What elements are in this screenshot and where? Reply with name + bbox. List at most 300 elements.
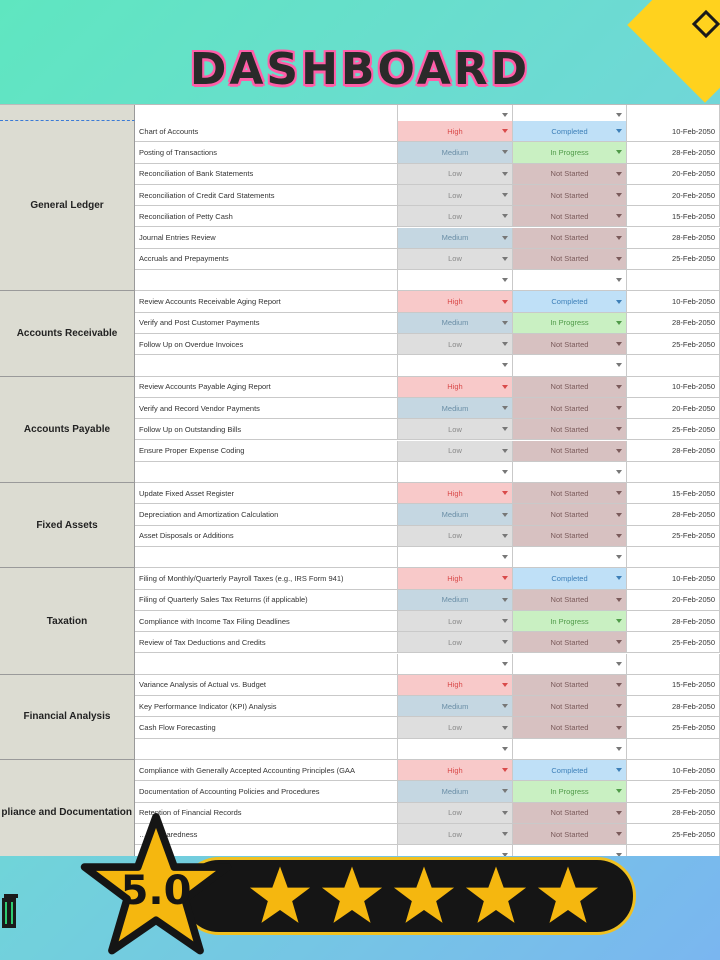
status-dropdown[interactable] bbox=[513, 206, 627, 226]
due-date-cell[interactable]: 10-Feb-2050 bbox=[627, 291, 720, 311]
due-date-cell[interactable]: 25-Feb-2050 bbox=[627, 824, 720, 844]
chevron-down-icon[interactable] bbox=[616, 150, 622, 154]
priority-label: Medium bbox=[441, 403, 469, 413]
chevron-down-icon[interactable] bbox=[616, 513, 622, 517]
status-label: Not Started bbox=[550, 531, 589, 541]
due-date-cell[interactable]: 28-Feb-2050 bbox=[627, 142, 720, 162]
chevron-down-icon[interactable] bbox=[502, 768, 508, 772]
chevron-down-icon[interactable] bbox=[616, 576, 622, 580]
task-cell[interactable]: Variance Analysis of Actual vs. Budget bbox=[135, 675, 398, 695]
priority-dropdown[interactable] bbox=[398, 696, 513, 716]
chevron-down-icon[interactable] bbox=[616, 214, 622, 218]
chevron-down-icon[interactable] bbox=[502, 789, 508, 793]
priority-label: High bbox=[447, 297, 463, 307]
priority-dropdown[interactable] bbox=[398, 355, 513, 375]
task-cell[interactable] bbox=[135, 739, 398, 759]
status-dropdown[interactable] bbox=[513, 696, 627, 716]
priority-label: High bbox=[447, 680, 463, 690]
status-dropdown[interactable] bbox=[513, 441, 627, 461]
task-cell[interactable]: Filing of Quarterly Sales Tax Returns (if applicable) bbox=[135, 590, 398, 610]
task-cell[interactable]: Accruals and Prepayments bbox=[135, 249, 398, 269]
star-icon bbox=[320, 864, 384, 926]
category-cell[interactable]: Financial Analysis bbox=[0, 675, 135, 760]
chevron-down-icon[interactable] bbox=[616, 789, 622, 793]
table-row bbox=[135, 590, 720, 611]
status-label: In Progress bbox=[550, 786, 589, 796]
task-cell[interactable]: Filing of Monthly/Quarterly Payroll Taxes (e.g., IRS Form 941) bbox=[135, 568, 398, 588]
priority-label: Low bbox=[448, 616, 462, 626]
category-cell[interactable]: Accounts Receivable bbox=[0, 291, 135, 376]
due-date-cell[interactable]: 20-Feb-2050 bbox=[627, 185, 720, 205]
chevron-down-icon[interactable] bbox=[502, 129, 508, 133]
status-label: In Progress bbox=[550, 616, 589, 626]
task-cell[interactable]: Review Accounts Receivable Aging Report bbox=[135, 291, 398, 311]
status-dropdown[interactable] bbox=[513, 781, 627, 801]
status-label: Not Started bbox=[550, 637, 589, 647]
chevron-down-icon[interactable] bbox=[502, 427, 508, 431]
chevron-down-icon[interactable] bbox=[502, 321, 508, 325]
status-dropdown[interactable] bbox=[513, 526, 627, 546]
chevron-down-icon[interactable] bbox=[502, 683, 508, 687]
table-row bbox=[135, 121, 720, 142]
priority-dropdown[interactable] bbox=[398, 164, 513, 184]
status-dropdown[interactable] bbox=[513, 739, 627, 759]
status-dropdown[interactable] bbox=[513, 483, 627, 503]
status-dropdown[interactable] bbox=[513, 419, 627, 439]
priority-label: Low bbox=[448, 723, 462, 733]
priority-dropdown[interactable] bbox=[398, 675, 513, 695]
chevron-down-icon[interactable] bbox=[616, 363, 622, 367]
chevron-down-icon[interactable] bbox=[616, 172, 622, 176]
due-date-cell[interactable]: 28-Feb-2050 bbox=[627, 803, 720, 823]
status-dropdown[interactable] bbox=[513, 760, 627, 780]
task-cell[interactable]: Verify and Record Vendor Payments bbox=[135, 398, 398, 418]
status-dropdown[interactable] bbox=[513, 142, 627, 162]
priority-label: Low bbox=[448, 254, 462, 264]
due-date-cell[interactable]: 25-Feb-2050 bbox=[627, 526, 720, 546]
chevron-down-icon[interactable] bbox=[502, 214, 508, 218]
due-date-cell[interactable]: 28-Feb-2050 bbox=[627, 504, 720, 524]
due-date-cell[interactable] bbox=[627, 462, 720, 482]
chevron-down-icon[interactable] bbox=[502, 150, 508, 154]
task-cell[interactable]: Follow Up on Overdue Invoices bbox=[135, 334, 398, 354]
table-row bbox=[135, 419, 720, 440]
priority-label: Low bbox=[448, 211, 462, 221]
due-date-cell[interactable]: 25-Feb-2050 bbox=[627, 419, 720, 439]
chevron-down-icon[interactable] bbox=[502, 491, 508, 495]
chevron-down-icon[interactable] bbox=[616, 342, 622, 346]
priority-dropdown[interactable] bbox=[398, 845, 513, 856]
table-row bbox=[135, 142, 720, 163]
task-cell[interactable]: Documentation of Accounting Policies and Procedures bbox=[135, 781, 398, 801]
table-row bbox=[135, 164, 720, 185]
priority-dropdown[interactable] bbox=[398, 249, 513, 269]
status-dropdown[interactable] bbox=[513, 717, 627, 737]
chevron-down-icon[interactable] bbox=[616, 193, 622, 197]
status-label: Not Started bbox=[550, 701, 589, 711]
priority-dropdown[interactable] bbox=[398, 526, 513, 546]
chevron-down-icon[interactable] bbox=[616, 811, 622, 815]
empty-row bbox=[135, 739, 720, 760]
chevron-down-icon[interactable] bbox=[502, 619, 508, 623]
priority-dropdown[interactable] bbox=[398, 291, 513, 311]
chevron-down-icon[interactable] bbox=[502, 278, 508, 282]
table-row bbox=[135, 291, 720, 312]
priority-label: Medium bbox=[441, 147, 469, 157]
status-dropdown[interactable] bbox=[513, 462, 627, 482]
status-dropdown[interactable] bbox=[513, 803, 627, 823]
priority-label: Low bbox=[448, 339, 462, 349]
chevron-down-icon[interactable] bbox=[502, 555, 508, 559]
table-row bbox=[135, 504, 720, 525]
task-cell[interactable]: Review of Tax Deductions and Credits bbox=[135, 632, 398, 652]
empty-row bbox=[135, 270, 720, 291]
task-cell[interactable]: Reconciliation of Petty Cash bbox=[135, 206, 398, 226]
chevron-down-icon[interactable] bbox=[616, 113, 622, 117]
task-cell[interactable] bbox=[135, 462, 398, 482]
task-cell[interactable]: Key Performance Indicator (KPI) Analysis bbox=[135, 696, 398, 716]
chevron-down-icon[interactable] bbox=[616, 853, 622, 856]
empty-row bbox=[135, 462, 720, 483]
priority-label: Low bbox=[448, 829, 462, 839]
task-cell[interactable]: Journal Entries Review bbox=[135, 228, 398, 248]
priority-dropdown[interactable] bbox=[398, 334, 513, 354]
category-cell[interactable]: Fixed Assets bbox=[0, 483, 135, 568]
chevron-down-icon[interactable] bbox=[502, 236, 508, 240]
task-cell[interactable]: Depreciation and Amortization Calculation bbox=[135, 504, 398, 524]
chevron-down-icon[interactable] bbox=[616, 406, 622, 410]
task-cell[interactable]: Update Fixed Asset Register bbox=[135, 483, 398, 503]
status-label: In Progress bbox=[550, 147, 589, 157]
status-dropdown[interactable] bbox=[513, 632, 627, 652]
status-label: Not Started bbox=[550, 680, 589, 690]
status-dropdown[interactable] bbox=[513, 355, 627, 375]
table-row bbox=[135, 483, 720, 504]
priority-dropdown[interactable] bbox=[398, 206, 513, 226]
priority-dropdown[interactable] bbox=[398, 803, 513, 823]
selected-cell[interactable] bbox=[0, 105, 135, 121]
due-date-cell[interactable]: 10-Feb-2050 bbox=[627, 568, 720, 588]
task-cell[interactable]: Compliance with Generally Accepted Accounting Principles (GAA bbox=[135, 760, 398, 780]
due-date-cell[interactable]: 20-Feb-2050 bbox=[627, 164, 720, 184]
table-row bbox=[135, 717, 720, 738]
due-date-cell[interactable]: 28-Feb-2050 bbox=[627, 611, 720, 631]
category-cell[interactable]: Accounts Payable bbox=[0, 377, 135, 484]
due-date-cell[interactable]: 25-Feb-2050 bbox=[627, 249, 720, 269]
priority-label: Low bbox=[448, 808, 462, 818]
chevron-down-icon[interactable] bbox=[616, 534, 622, 538]
priority-label: Low bbox=[448, 446, 462, 456]
table-row bbox=[135, 675, 720, 696]
status-dropdown[interactable] bbox=[513, 398, 627, 418]
chevron-down-icon[interactable] bbox=[502, 704, 508, 708]
chevron-down-icon[interactable] bbox=[616, 470, 622, 474]
table-row bbox=[135, 441, 720, 462]
chevron-down-icon[interactable] bbox=[616, 385, 622, 389]
priority-dropdown[interactable] bbox=[398, 270, 513, 290]
chevron-down-icon[interactable] bbox=[502, 832, 508, 836]
due-date-cell[interactable]: 25-Feb-2050 bbox=[627, 632, 720, 652]
task-cell[interactable] bbox=[135, 547, 398, 567]
status-dropdown[interactable] bbox=[513, 291, 627, 311]
status-dropdown[interactable] bbox=[513, 164, 627, 184]
due-date-cell[interactable]: 15-Feb-2050 bbox=[627, 675, 720, 695]
priority-label: High bbox=[447, 765, 463, 775]
priority-dropdown[interactable] bbox=[398, 398, 513, 418]
due-date-cell[interactable]: 25-Feb-2050 bbox=[627, 781, 720, 801]
chevron-down-icon[interactable] bbox=[502, 470, 508, 474]
status-dropdown[interactable] bbox=[513, 185, 627, 205]
task-cell[interactable] bbox=[135, 654, 398, 674]
priority-dropdown[interactable] bbox=[398, 483, 513, 503]
status-label: Completed bbox=[551, 765, 588, 775]
table-row bbox=[135, 398, 720, 419]
due-date-cell[interactable]: 28-Feb-2050 bbox=[627, 228, 720, 248]
status-dropdown[interactable] bbox=[513, 654, 627, 674]
status-dropdown[interactable] bbox=[513, 675, 627, 695]
table-row bbox=[135, 696, 720, 717]
priority-dropdown[interactable] bbox=[398, 781, 513, 801]
table-row bbox=[135, 206, 720, 227]
star-icon bbox=[464, 864, 528, 926]
priority-label: Low bbox=[448, 531, 462, 541]
status-dropdown[interactable] bbox=[513, 249, 627, 269]
due-date-cell[interactable]: 28-Feb-2050 bbox=[627, 696, 720, 716]
chevron-down-icon[interactable] bbox=[502, 598, 508, 602]
due-date-cell[interactable]: 25-Feb-2050 bbox=[627, 334, 720, 354]
chevron-down-icon[interactable] bbox=[616, 704, 622, 708]
category-cell[interactable]: General Ledger bbox=[0, 121, 135, 291]
priority-dropdown[interactable] bbox=[398, 760, 513, 780]
status-label: Not Started bbox=[550, 254, 589, 264]
table-row bbox=[135, 377, 720, 398]
priority-dropdown[interactable] bbox=[398, 419, 513, 439]
chevron-down-icon[interactable] bbox=[616, 747, 622, 751]
table-row bbox=[135, 249, 720, 270]
due-date-cell[interactable] bbox=[627, 355, 720, 375]
chevron-down-icon[interactable] bbox=[616, 832, 622, 836]
chevron-down-icon[interactable] bbox=[502, 172, 508, 176]
task-cell[interactable]: Cash Flow Forecasting bbox=[135, 717, 398, 737]
due-date-cell[interactable]: 28-Feb-2050 bbox=[627, 313, 720, 333]
task-cell[interactable]: Follow Up on Outstanding Bills bbox=[135, 419, 398, 439]
chevron-down-icon[interactable] bbox=[502, 385, 508, 389]
chevron-down-icon[interactable] bbox=[502, 853, 508, 856]
priority-dropdown[interactable] bbox=[398, 185, 513, 205]
status-dropdown[interactable] bbox=[513, 547, 627, 567]
chevron-down-icon[interactable] bbox=[502, 193, 508, 197]
table-row bbox=[135, 228, 720, 249]
status-dropdown[interactable] bbox=[513, 377, 627, 397]
status-label: Not Started bbox=[550, 233, 589, 243]
status-dropdown[interactable] bbox=[513, 313, 627, 333]
chevron-down-icon[interactable] bbox=[502, 534, 508, 538]
priority-dropdown[interactable] bbox=[398, 504, 513, 524]
star-icon bbox=[248, 864, 312, 926]
table-row bbox=[135, 334, 720, 355]
priority-dropdown[interactable] bbox=[398, 377, 513, 397]
chevron-down-icon[interactable] bbox=[502, 576, 508, 580]
category-cell[interactable]: Taxation bbox=[0, 568, 135, 675]
task-cell[interactable]: Compliance with Income Tax Filing Deadlines bbox=[135, 611, 398, 631]
task-cell[interactable] bbox=[135, 270, 398, 290]
chevron-down-icon[interactable] bbox=[616, 449, 622, 453]
due-date-cell[interactable] bbox=[627, 654, 720, 674]
chevron-down-icon[interactable] bbox=[616, 555, 622, 559]
status-label: Completed bbox=[551, 126, 588, 136]
chevron-down-icon[interactable] bbox=[616, 491, 622, 495]
star-icon bbox=[392, 864, 456, 926]
chevron-down-icon[interactable] bbox=[616, 619, 622, 623]
table-row bbox=[135, 526, 720, 547]
task-cell[interactable]: Chart of Accounts bbox=[135, 121, 398, 141]
table-row bbox=[135, 185, 720, 206]
priority-dropdown[interactable] bbox=[398, 547, 513, 567]
status-label: Not Started bbox=[550, 169, 589, 179]
star-icon bbox=[536, 864, 600, 926]
task-cell[interactable]: Reconciliation of Bank Statements bbox=[135, 164, 398, 184]
due-date-cell[interactable] bbox=[627, 739, 720, 759]
chevron-down-icon[interactable] bbox=[502, 300, 508, 304]
chevron-down-icon[interactable] bbox=[616, 236, 622, 240]
task-cell[interactable]: …t Preparedness bbox=[135, 824, 398, 844]
task-cell[interactable]: Retention of Financial Records bbox=[135, 803, 398, 823]
due-date-cell[interactable]: 20-Feb-2050 bbox=[627, 398, 720, 418]
due-date-cell[interactable] bbox=[627, 547, 720, 567]
table-row bbox=[135, 611, 720, 632]
chevron-down-icon[interactable] bbox=[616, 278, 622, 282]
chevron-down-icon[interactable] bbox=[502, 662, 508, 666]
chevron-down-icon[interactable] bbox=[502, 363, 508, 367]
chevron-down-icon[interactable] bbox=[616, 726, 622, 730]
chevron-down-icon[interactable] bbox=[616, 683, 622, 687]
task-cell[interactable]: Verify and Post Customer Payments bbox=[135, 313, 398, 333]
status-label: Not Started bbox=[550, 488, 589, 498]
task-cell[interactable]: Asset Disposals or Additions bbox=[135, 526, 398, 546]
priority-label: Low bbox=[448, 190, 462, 200]
due-date-cell[interactable] bbox=[627, 270, 720, 290]
task-cell[interactable]: Reconciliation of Credit Card Statements bbox=[135, 185, 398, 205]
priority-dropdown[interactable] bbox=[398, 441, 513, 461]
priority-dropdown[interactable] bbox=[398, 121, 513, 141]
priority-label: Low bbox=[448, 424, 462, 434]
task-cell[interactable]: Ensure Proper Expense Coding bbox=[135, 441, 398, 461]
priority-dropdown[interactable] bbox=[398, 717, 513, 737]
status-dropdown[interactable] bbox=[513, 845, 627, 856]
due-date-cell[interactable]: 10-Feb-2050 bbox=[627, 377, 720, 397]
priority-label: Medium bbox=[441, 510, 469, 520]
chevron-down-icon[interactable] bbox=[502, 726, 508, 730]
priority-dropdown[interactable] bbox=[398, 313, 513, 333]
priority-dropdown[interactable] bbox=[398, 568, 513, 588]
priority-dropdown[interactable] bbox=[398, 611, 513, 631]
priority-dropdown[interactable] bbox=[398, 142, 513, 162]
status-label: Not Started bbox=[550, 595, 589, 605]
priority-label: Medium bbox=[441, 595, 469, 605]
status-label: Not Started bbox=[550, 808, 589, 818]
priority-dropdown[interactable] bbox=[398, 654, 513, 674]
task-cell[interactable]: Review Accounts Payable Aging Report bbox=[135, 377, 398, 397]
chevron-down-icon[interactable] bbox=[502, 513, 508, 517]
rating-stars bbox=[248, 864, 600, 926]
due-date-cell[interactable] bbox=[627, 845, 720, 856]
due-date-cell[interactable]: 10-Feb-2050 bbox=[627, 760, 720, 780]
priority-dropdown[interactable] bbox=[398, 739, 513, 759]
chevron-down-icon[interactable] bbox=[616, 662, 622, 666]
chevron-down-icon[interactable] bbox=[502, 640, 508, 644]
chevron-down-icon[interactable] bbox=[616, 300, 622, 304]
chevron-down-icon[interactable] bbox=[616, 640, 622, 644]
due-date-cell[interactable]: 10-Feb-2050 bbox=[627, 121, 720, 141]
priority-label: High bbox=[447, 573, 463, 583]
chevron-down-icon[interactable] bbox=[616, 321, 622, 325]
chevron-down-icon[interactable] bbox=[616, 427, 622, 431]
table-row bbox=[135, 760, 720, 781]
priority-dropdown[interactable] bbox=[398, 462, 513, 482]
chevron-down-icon[interactable] bbox=[502, 257, 508, 261]
chevron-down-icon[interactable] bbox=[616, 129, 622, 133]
chevron-down-icon[interactable] bbox=[502, 811, 508, 815]
priority-dropdown[interactable] bbox=[398, 590, 513, 610]
status-dropdown[interactable] bbox=[513, 590, 627, 610]
status-dropdown[interactable] bbox=[513, 568, 627, 588]
trash-icon bbox=[0, 884, 22, 934]
status-label: Not Started bbox=[550, 510, 589, 520]
status-dropdown[interactable] bbox=[513, 270, 627, 290]
table-row bbox=[135, 313, 720, 334]
chevron-down-icon[interactable] bbox=[616, 768, 622, 772]
status-dropdown[interactable] bbox=[513, 611, 627, 631]
spreadsheet[interactable] bbox=[0, 104, 720, 856]
priority-dropdown[interactable] bbox=[398, 228, 513, 248]
due-date-cell[interactable]: 15-Feb-2050 bbox=[627, 483, 720, 503]
priority-label: Low bbox=[448, 637, 462, 647]
priority-label: High bbox=[447, 126, 463, 136]
table-row bbox=[135, 632, 720, 653]
chevron-down-icon[interactable] bbox=[502, 342, 508, 346]
priority-label: Medium bbox=[441, 318, 469, 328]
chevron-down-icon[interactable] bbox=[616, 598, 622, 602]
status-dropdown[interactable] bbox=[513, 334, 627, 354]
priority-dropdown[interactable] bbox=[398, 824, 513, 844]
due-date-cell[interactable]: 15-Feb-2050 bbox=[627, 206, 720, 226]
table-row bbox=[135, 781, 720, 802]
status-label: In Progress bbox=[550, 318, 589, 328]
chevron-down-icon[interactable] bbox=[502, 747, 508, 751]
status-dropdown[interactable] bbox=[513, 824, 627, 844]
due-date-cell[interactable]: 20-Feb-2050 bbox=[627, 590, 720, 610]
chevron-down-icon[interactable] bbox=[616, 257, 622, 261]
due-date-cell[interactable]: 28-Feb-2050 bbox=[627, 441, 720, 461]
priority-label: Medium bbox=[441, 701, 469, 711]
chevron-down-icon[interactable] bbox=[502, 449, 508, 453]
category-cell[interactable]: pliance and Documentation bbox=[0, 760, 135, 856]
status-dropdown[interactable] bbox=[513, 121, 627, 141]
priority-label: Medium bbox=[441, 233, 469, 243]
task-cell[interactable] bbox=[135, 355, 398, 375]
status-label: Not Started bbox=[550, 403, 589, 413]
status-dropdown[interactable] bbox=[513, 504, 627, 524]
empty-row bbox=[135, 654, 720, 675]
chevron-down-icon[interactable] bbox=[502, 406, 508, 410]
priority-dropdown[interactable] bbox=[398, 632, 513, 652]
status-dropdown[interactable] bbox=[513, 228, 627, 248]
task-cell[interactable]: Posting of Transactions bbox=[135, 142, 398, 162]
chevron-down-icon[interactable] bbox=[502, 113, 508, 117]
status-label: Completed bbox=[551, 573, 588, 583]
due-date-cell[interactable]: 25-Feb-2050 bbox=[627, 717, 720, 737]
status-label: Not Started bbox=[550, 829, 589, 839]
